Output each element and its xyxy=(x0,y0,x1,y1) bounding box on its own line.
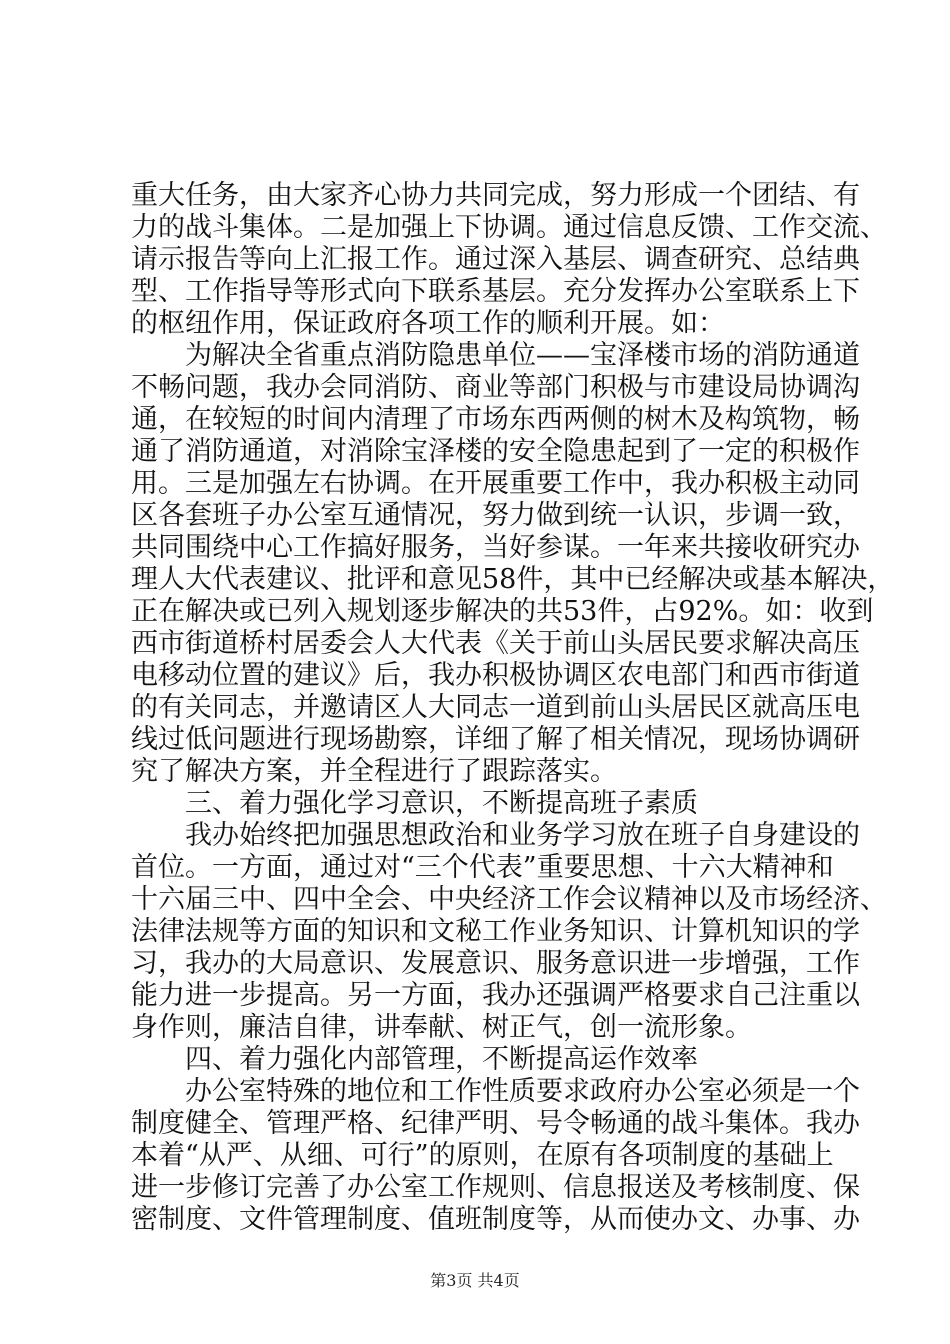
text-line: 习，我办的大局意识、发展意识、服务意识进一步增强，工作 xyxy=(131,948,860,979)
text-line: 办公室特殊的地位和工作性质要求政府办公室必须是一个 xyxy=(185,1076,860,1107)
text-line: 用。三是加强左右协调。在开展重要工作中，我办积极主动同 xyxy=(131,468,860,499)
text-line: 十六届三中、四中全会、中央经济工作会议精神以及市场经济、 xyxy=(131,884,887,915)
section-heading: 四、着力强化内部管理，不断提高运作效率 xyxy=(185,1044,698,1075)
text-line: 西市街道桥村居委会人大代表《关于前山头居民要求解决高压 xyxy=(131,628,860,659)
text-line: 通了消防通道，对消除宝泽楼的安全隐患起到了一定的积极作 xyxy=(131,436,860,467)
text-line: 进一步修订完善了办公室工作规则、信息报送及考核制度、保 xyxy=(131,1172,860,1203)
text-line: 我办始终把加强思想政治和业务学习放在班子自身建设的 xyxy=(185,820,860,851)
text-line: 本着“从严、从细、可行”的原则，在原有各项制度的基础上 xyxy=(131,1140,834,1171)
text-line: 力的战斗集体。二是加强上下协调。通过信息反馈、工作交流、 xyxy=(131,212,887,243)
text-line: 能力进一步提高。另一方面，我办还强调严格要求自己注重以 xyxy=(131,980,860,1011)
text-line: 法律法规等方面的知识和文秘工作业务知识、计算机知识的学 xyxy=(131,916,860,947)
text-line: 身作则，廉洁自律，讲奉献、树正气，创一流形象。 xyxy=(131,1012,752,1043)
text-line: 区各套班子办公室互通情况，努力做到统一认识，步调一致， xyxy=(131,500,860,531)
text-line: 线过低问题进行现场勘察，详细了解了相关情况，现场协调研 xyxy=(131,724,860,755)
text-line: 共同围绕中心工作搞好服务，当好参谋。一年来共接收研究办 xyxy=(131,532,860,563)
text-line: 首位。一方面，通过对“三个代表”重要思想、十六大精神和 xyxy=(131,852,834,883)
page-number-footer: 第3页 共4页 xyxy=(430,1271,520,1290)
text-line: 的有关同志，并邀请区人大同志一道到前山头居民区就高压电 xyxy=(131,692,860,723)
text-line: 请示报告等向上汇报工作。通过深入基层、调查研究、总结典 xyxy=(131,244,860,275)
text-line: 制度健全、管理严格、纪律严明、号令畅通的战斗集体。我办 xyxy=(131,1108,860,1139)
text-line: 密制度、文件管理制度、值班制度等，从而使办文、办事、办 xyxy=(131,1204,860,1235)
document-body xyxy=(131,180,895,1236)
text-line: 重大任务，由大家齐心协力共同完成，努力形成一个团结、有 xyxy=(131,180,860,211)
text-line: 电移动位置的建议》后，我办积极协调区农电部门和西市街道 xyxy=(131,660,860,691)
text-line: 理人大代表建议、批评和意见58件，其中已经解决或基本解决， xyxy=(131,564,895,595)
text-line: 正在解决或已列入规划逐步解决的共53件，占92%。如：收到 xyxy=(131,596,874,627)
text-line: 通，在较短的时间内清理了市场东西两侧的树木及构筑物，畅 xyxy=(131,404,860,435)
section-heading: 三、着力强化学习意识，不断提高班子素质 xyxy=(185,788,698,819)
text-line: 的枢纽作用，保证政府各项工作的顺利开展。如： xyxy=(131,308,725,339)
text-line: 型、工作指导等形式向下联系基层。充分发挥办公室联系上下 xyxy=(131,276,860,307)
text-line: 究了解决方案，并全程进行了跟踪落实。 xyxy=(131,756,617,787)
text-line: 为解决全省重点消防隐患单位——宝泽楼市场的消防通道 xyxy=(185,340,860,371)
text-line: 不畅问题，我办会同消防、商业等部门积极与市建设局协调沟 xyxy=(131,372,860,403)
